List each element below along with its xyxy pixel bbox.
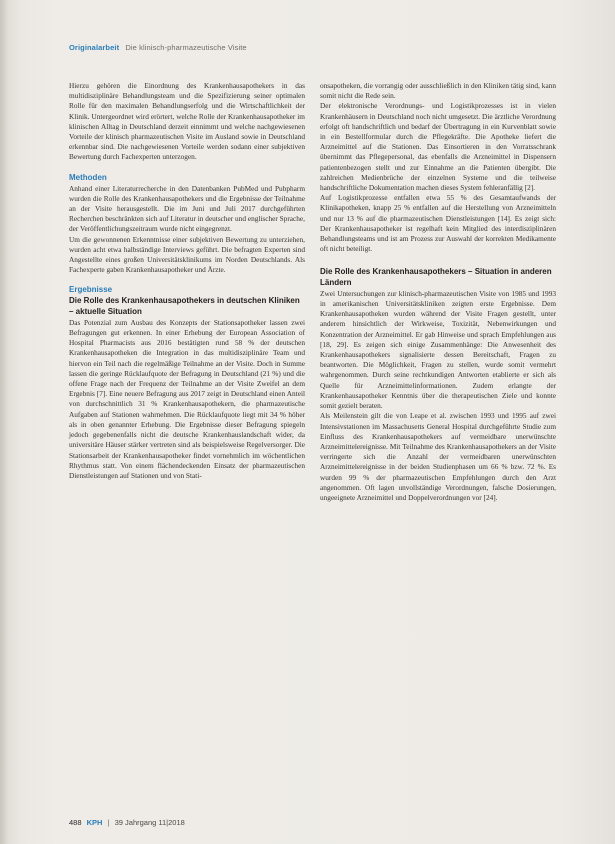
results-heading: Ergebnisse xyxy=(69,285,113,295)
right-paragraph-1: onsapotheken, die vorrangig oder ausschließlich in den Kliniken tätig sind, kann somit nicht die Rede sein. xyxy=(320,81,556,101)
other-countries-subheading: Die Rolle des Krankenhausapothekers – Situation in anderen Ländern xyxy=(320,267,552,287)
page-crease-shadow xyxy=(0,0,8,844)
intro-paragraph: Hierzu gehören die Einordnung des Krankenhausapothekers in das multidisziplinäre Behandlungsteam und die Spezifizierung seiner optimalen Rolle für den maximalen Behandlungserfolg und die Wirtschaftlichkeit der Klinik. Untergeordnet wird erörtert, welche Rolle der Krankenhausapotheker im klinischen Alltag in Deutschland derzeit einnimmt und welche nachgewiesenen Vorteile der klinisch pharmazeutischen Visite im Ausland sowie in Deutschland erkennbar sind. Die nachgewiesenen Vorteile werden sodann einer subjektiven Bewertung durch Fachexperten unterzogen. xyxy=(69,81,305,162)
methods-paragraph-2: Um die gewonnenen Erkenntnisse einer subjektiven Bewertung zu unterziehen, wurden acht etwa halbständige Interviews geführt. Die befragten Experten sind Angestellte eines großen Universitätsklinikums im Norden Deutschlands. Als Fachexperte gaben Krankenhausapotheker und Ärzte. xyxy=(69,234,305,275)
left-column xyxy=(69,81,305,481)
methods-paragraph-1: Anhand einer Literaturrecherche in den Datenbanken PubMed und Pubpharm wurden die Rolle des Krankenhausapothekers und die Ergebnisse der Teilnahme an der Visite herausgestellt. Die im Juni und Juli 2017 durchgeführten Recherchen beschränkten sich auf Literatur in deutscher und englischer Sprache, der Veröffentlichungszeitraum wurde nicht eingegrenzt. xyxy=(69,183,305,234)
journal-brand: KPH xyxy=(86,818,103,827)
results-paragraph-1: Das Potenzial zum Ausbau des Konzepts der Stationsapotheker lassen zwei Befragungen gut erkennen. In einer Erhebung der European Association of Hospital Pharmacists aus 2016 bestätigten rund 58 % der deutschen Krankenhausapotheken die Integration in das multidisziplinäre Team und hiervon ein Teil nach die regelmäßige Teilnahme an der Visite. Doch in Summe lassen die geringe Rücklaufquote der Befragung in Deutschland (21 %) und die offene Frage nach der Frequenz der Teilnahme an der Visite Zweifel an dem Ergebnis [7]. Eine neuere Befragung aus 2017 zeigt in Deutschland einen Anteil von durchschnittlich 31 % Krankenhausapothekern, die pharmazeutische Aufgaben auf Stationen wahrnehmen. Die Rücklaufquote liegt mit 34 % höher als in oben genannter Erhebung. Die Ergebnisse dieser Befragung spiegeln jedoch gegebenenfalls nicht die deutsche Krankenhauslandschaft wider, da universitäre Häuser stärker vertreten sind als beispielsweise Regelversorger. Die Stationsarbeit der Krankenhausapotheker findet vornehmlich im wöchentlichen Rhythmus statt. Von einem flächendeckenden Einsatz der pharmazeutischen Dienstleistungen auf Stationen und von Stati- xyxy=(69,317,305,480)
page-number: 488 xyxy=(69,818,82,827)
right-paragraph-5: Als Meilenstein gilt die von Leape et al. zwischen 1993 und 1995 auf zwei Intensivstationen im Massachusetts General Hospital durchgeführte Studie zum Einfluss des Krankenhausapothekers auf vermeidbare unerwünschte Arzneimittelereignisse. Mit Teilnahme des Krankenhausapothekers an der Visite verringerte sich die Anzahl der vermeidbaren unerwünschten Arzneimittelereignisse in der beiden Studienphasen um 66 % bzw. 72 %. Es wurden 99 % der pharmazeutischen Empfehlungen durch den Arzt angenommen. Oft lagen unvollständige Verordnungen, falsche Dosierungen, ungeeignete Arzneimittel und Doppelverordnungen vor [24]. xyxy=(320,411,556,502)
methods-heading: Methoden xyxy=(69,172,107,182)
footer-separator: | xyxy=(107,818,110,827)
article-type: Originalarbeit xyxy=(69,43,120,52)
article-topic: Die klinisch-pharmazeutische Visite xyxy=(125,43,247,52)
right-paragraph-3: Auf Logistikprozesse entfallen etwa 55 % des Gesamtaufwands der Klinikapotheken, knapp 25 % entfallen auf die Herstellung von Arzneimitteln und nur 13 % auf die pharmazeutischen Dienstleistungen [14]. Es zeigt sich: Der Krankenhausapotheker ist regelhaft kein Mitglied des interdisziplinären Behandlungsteams und ist am Prozess zur Auswahl der korrekten Medikamente oft nicht beteiligt. xyxy=(320,193,556,254)
right-paragraph-4: Zwei Untersuchungen zur klinisch-pharmazeutischen Visite von 1985 und 1993 in amerikanischen Universitätskliniken zeigten erste Ergebnisse. Dem Krankenhausapotheken wurden während der Visite Fragen gestellt, unter anderem hinsichtlich der Wirkweise, Toxizität, Nebenwirkungen und Konzentration der Arzneimittel. Er gab Hinweise und sprach Empfehlungen aus [18, 29]. Es zeigen sich einige Zusammenhänge: Die Anwesenheit des Krankenhausapothekers signalisierte dessen Bereitschaft, Fragen zu beantworten. Die Möglichkeit, Fragen zu stellen, wurde somit vermehrt wahrgenommen. Durch seine rechtkundigen Antworten etablierte er sich als Quelle für Arzneimittelinformationen. Zudem erlangte der Krankenhausapotheker Kenntnis über die therapeutischen Ziele und konnte somit gezielt beraten. xyxy=(320,288,556,411)
page-footer xyxy=(69,818,185,827)
results-subheading: Die Rolle des Krankenhausapothekers in deutschen Kliniken – aktuelle Situation xyxy=(69,296,300,316)
right-paragraph-2: Der elektronische Verordnungs- und Logistikprozesses ist in vielen Krankenhäusern in Deutschland noch nicht umgesetzt. Die ärztliche Verordnung erfolgt oft handschriftlich und bedarf der Übertragung in ein Kurvenblatt sowie in ein Bestellformular durch die Pflegekräfte. Die Apotheke liefert die Arzneimittel auf die Stationen. Das Einsortieren in den Vorratsschrank übernimmt das Pflegepersonal, das ebenfalls die Arzneimittel in Dispensern patientenbezogen stellt und zur Einnahme an die Patienten übergibt. Die zahlreichen Medienbrüche der einzelnen Systeme und die teilweise handschriftliche Dokumentation machen dieses System fehleranfällig [2]. xyxy=(320,101,556,193)
journal-issue: 39 Jahrgang 11|2018 xyxy=(114,818,185,827)
right-column xyxy=(320,81,556,503)
running-header xyxy=(69,43,247,52)
